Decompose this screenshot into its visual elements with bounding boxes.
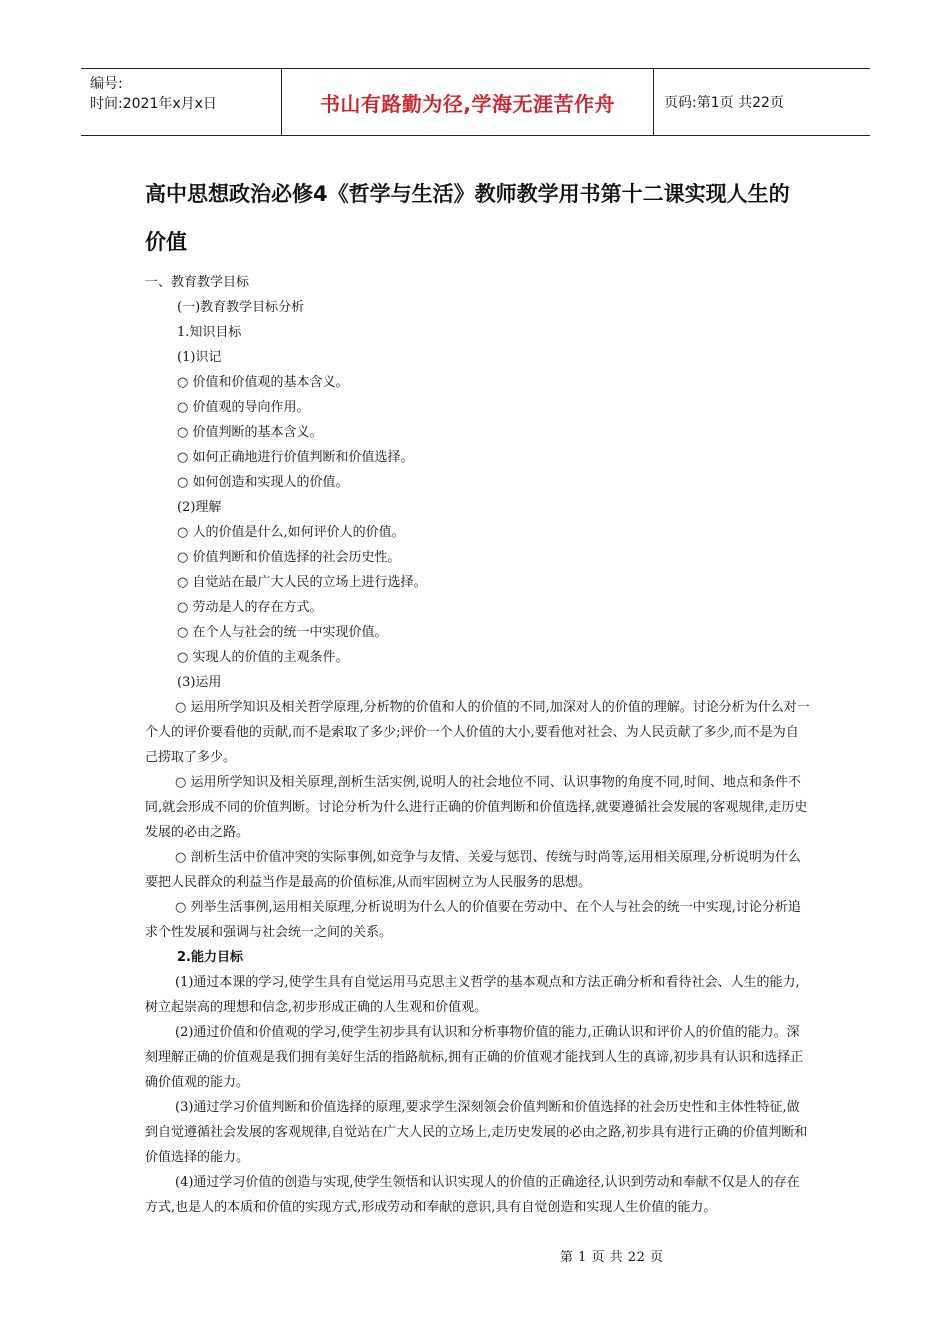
list-item: ○ 价值判断的基本含义。 <box>177 425 323 440</box>
paragraph: ○ 剖析生活中价值冲突的实际事例,如竞争与友情、关爱与惩罚、传统与时尚等,运用相关原理,分析说明为什么要把人民群众的利益当作是最高的价值标准,从而牢固树立为人民服务的思想。 <box>145 850 801 890</box>
list-item: ○ 价值观的导向作用。 <box>177 400 310 415</box>
list-item: ○ 价值判断和价值选择的社会历史性。 <box>177 550 401 565</box>
paragraph: (3)通过学习价值判断和价值选择的原理,要求学生深刻领会价值判断和价值选择的社会历史性和主体性特征,做到自觉遵循社会发展的客观规律,自觉站在广大人民的立场上,走历史发展的必由之路,初步具有进行正确的价值判断和价值选择的能力。 <box>145 1100 808 1165</box>
list-item: ○ 人的价值是什么,如何评价人的价值。 <box>177 525 405 540</box>
list-item: ○ 在个人与社会的统一中实现价值。 <box>177 625 388 640</box>
document-header <box>81 68 870 136</box>
section-heading: 一、教育教学目标 <box>145 275 250 290</box>
understand-heading: (2)理解 <box>177 500 222 515</box>
paragraph: (4)通过学习价值的创造与实现,使学生领悟和认识实现人的价值的正确途径,认识到劳动和奉献不仅是人的存在方式,也是人的本质和价值的实现方式,形成劳动和奉献的意识,具有自觉创造和实现人生价值的能力。 <box>145 1175 800 1215</box>
list-item: ○ 自觉站在最广大人民的立场上进行选择。 <box>177 575 427 590</box>
list-item: ○ 实现人的价值的主观条件。 <box>177 650 349 665</box>
paragraph: ○ 运用所学知识及相关原理,剖析生活实例,说明人的社会地位不同、认识事物的角度不同,时间、地点和条件不同,就会形成不同的价值判断。讨论分析为什么进行正确的价值判断和价值选择,就要遵循社会发展的客观规律,走历史发展的必由之路。 <box>145 775 808 840</box>
subsection-heading: (一)教育教学目标分析 <box>177 300 305 315</box>
ability-goal-heading: 2.能力目标 <box>177 950 243 965</box>
header-motto: 书山有路勤为径,学海无涯苦作舟 <box>282 69 654 135</box>
header-page-code: 页码:第1页 共22页 <box>664 95 784 111</box>
list-item: ○ 如何创造和实现人的价值。 <box>177 475 349 490</box>
header-meta <box>81 69 282 135</box>
document-body <box>145 270 810 1220</box>
apply-heading: (3)运用 <box>177 675 222 690</box>
knowledge-goal-heading: 1.知识目标 <box>177 325 242 340</box>
document-title: 高中思想政治必修4《哲学与生活》教师教学用书第十二课实现人生的价值 <box>145 182 790 254</box>
paragraph: ○ 列举生活事例,运用相关原理,分析说明为什么人的价值要在劳动中、在个人与社会的统一中实现,讨论分析追求个性发展和强调与社会统一之间的关系。 <box>145 900 801 940</box>
number-label: 编号: <box>90 76 123 92</box>
list-item: ○ 劳动是人的存在方式。 <box>177 600 323 615</box>
page-footer: 第 1 页 共 22 页 <box>560 1250 664 1265</box>
paragraph: (2)通过价值和价值观的学习,使学生初步具有认识和分析事物价值的能力,正确认识和评价人的价值的能力。深刻理解正确的价值观是我们拥有美好生活的指路航标,拥有正确的价值观才能找到人生的真谛,初步具有认识和选择正确价值观的能力。 <box>145 1025 804 1090</box>
paragraph: (1)通过本课的学习,使学生具有自觉运用马克思主义哲学的基本观点和方法正确分析和看待社会、人生的能力,树立起崇高的理想和信念,初步形成正确的人生观和价值观。 <box>145 975 800 1015</box>
paragraph: ○ 运用所学知识及相关哲学原理,分析物的价值和人的价值的不同,加深对人的价值的理解。讨论分析为什么对一个人的评价要看他的贡献,而不是索取了多少;评价一个人价值的大小,要看他对社会、为人民贡献了多少,而不是为自己捞取了多少。 <box>145 700 810 765</box>
recall-heading: (1)识记 <box>177 350 222 365</box>
list-item: ○ 如何正确地进行价值判断和价值选择。 <box>177 450 414 465</box>
time-label: 时间:2021年x月x日 <box>90 96 217 112</box>
list-item: ○ 价值和价值观的基本含义。 <box>177 375 349 390</box>
